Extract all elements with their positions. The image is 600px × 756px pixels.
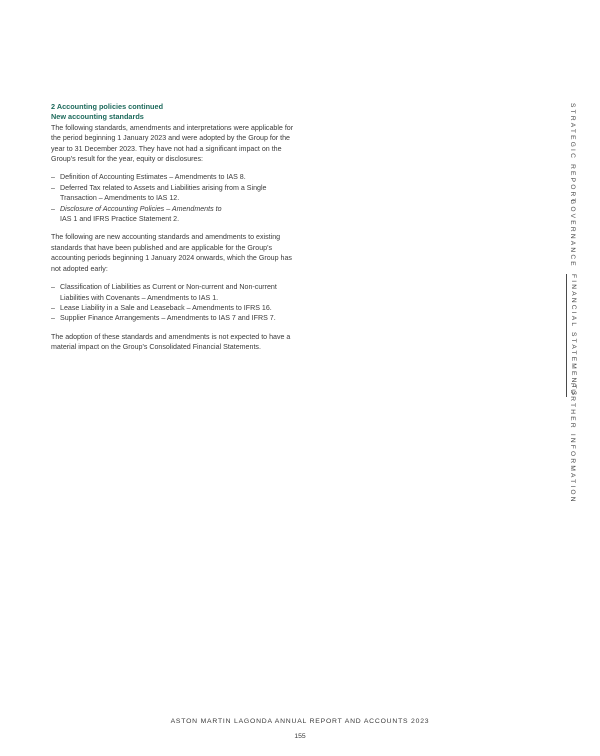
section-heading: 2 Accounting policies continued <box>51 102 164 111</box>
nav-further-information[interactable]: FURTHER INFORMATION <box>569 383 576 504</box>
list-item-italic-text: Disclosure of Accounting Policies – Amendments to <box>60 204 222 213</box>
adopted-standards-list <box>51 172 296 224</box>
section-subheading: New accounting standards <box>51 112 144 122</box>
not-adopted-paragraph: The following are new accounting standards and amendments to existing standards that have been published and are applicable for the Group's accounting periods beginning 1 January 2024 onwards, which the Group has not adopted early: <box>51 233 292 273</box>
list-item: – Classification of Liabilities as Current or Non-current and Non-current Liabilities with Covenants – Amendments to IAS 1. <box>51 282 296 303</box>
page-number: 155 <box>294 733 306 740</box>
nav-financial-statements[interactable]: FINANCIAL STATEMENTS <box>566 274 579 397</box>
list-item: – Definition of Accounting Estimates – Amendments to IAS 8. <box>51 172 296 182</box>
nav-governance[interactable]: GOVERNANCE <box>569 199 576 268</box>
upcoming-standards-list <box>51 282 296 324</box>
list-item: – Supplier Finance Arrangements – Amendments to IAS 7 and IFRS 7. <box>51 313 296 323</box>
nav-strategic-report[interactable]: STRATEGIC REPORT <box>569 103 576 205</box>
list-item: – Lease Liability in a Sale and Leaseback – Amendments to IFRS 16. <box>51 303 296 313</box>
footer-title: ASTON MARTIN LAGONDA ANNUAL REPORT AND ACCOUNTS 2023 <box>170 718 430 725</box>
intro-paragraph: The following standards, amendments and interpretations were applicable for the period beginning 1 January 2023 and were adopted by the Group for the year to 31 December 2023. They have not had a significant impact on the Group's result for the year, equity or disclosures: <box>51 123 294 164</box>
list-item: – Deferred Tax related to Assets and Liabilities arising from a Single Transaction – Amendments to IAS 12. <box>51 183 296 204</box>
conclusion-paragraph: The adoption of these standards and amendments is not expected to have a material impact on the Group's Consolidated Financial Statements. <box>51 332 291 352</box>
list-item-text: IAS 1 and IFRS Practice Statement 2. <box>60 215 180 224</box>
main-content <box>51 102 296 353</box>
list-item <box>51 204 296 225</box>
